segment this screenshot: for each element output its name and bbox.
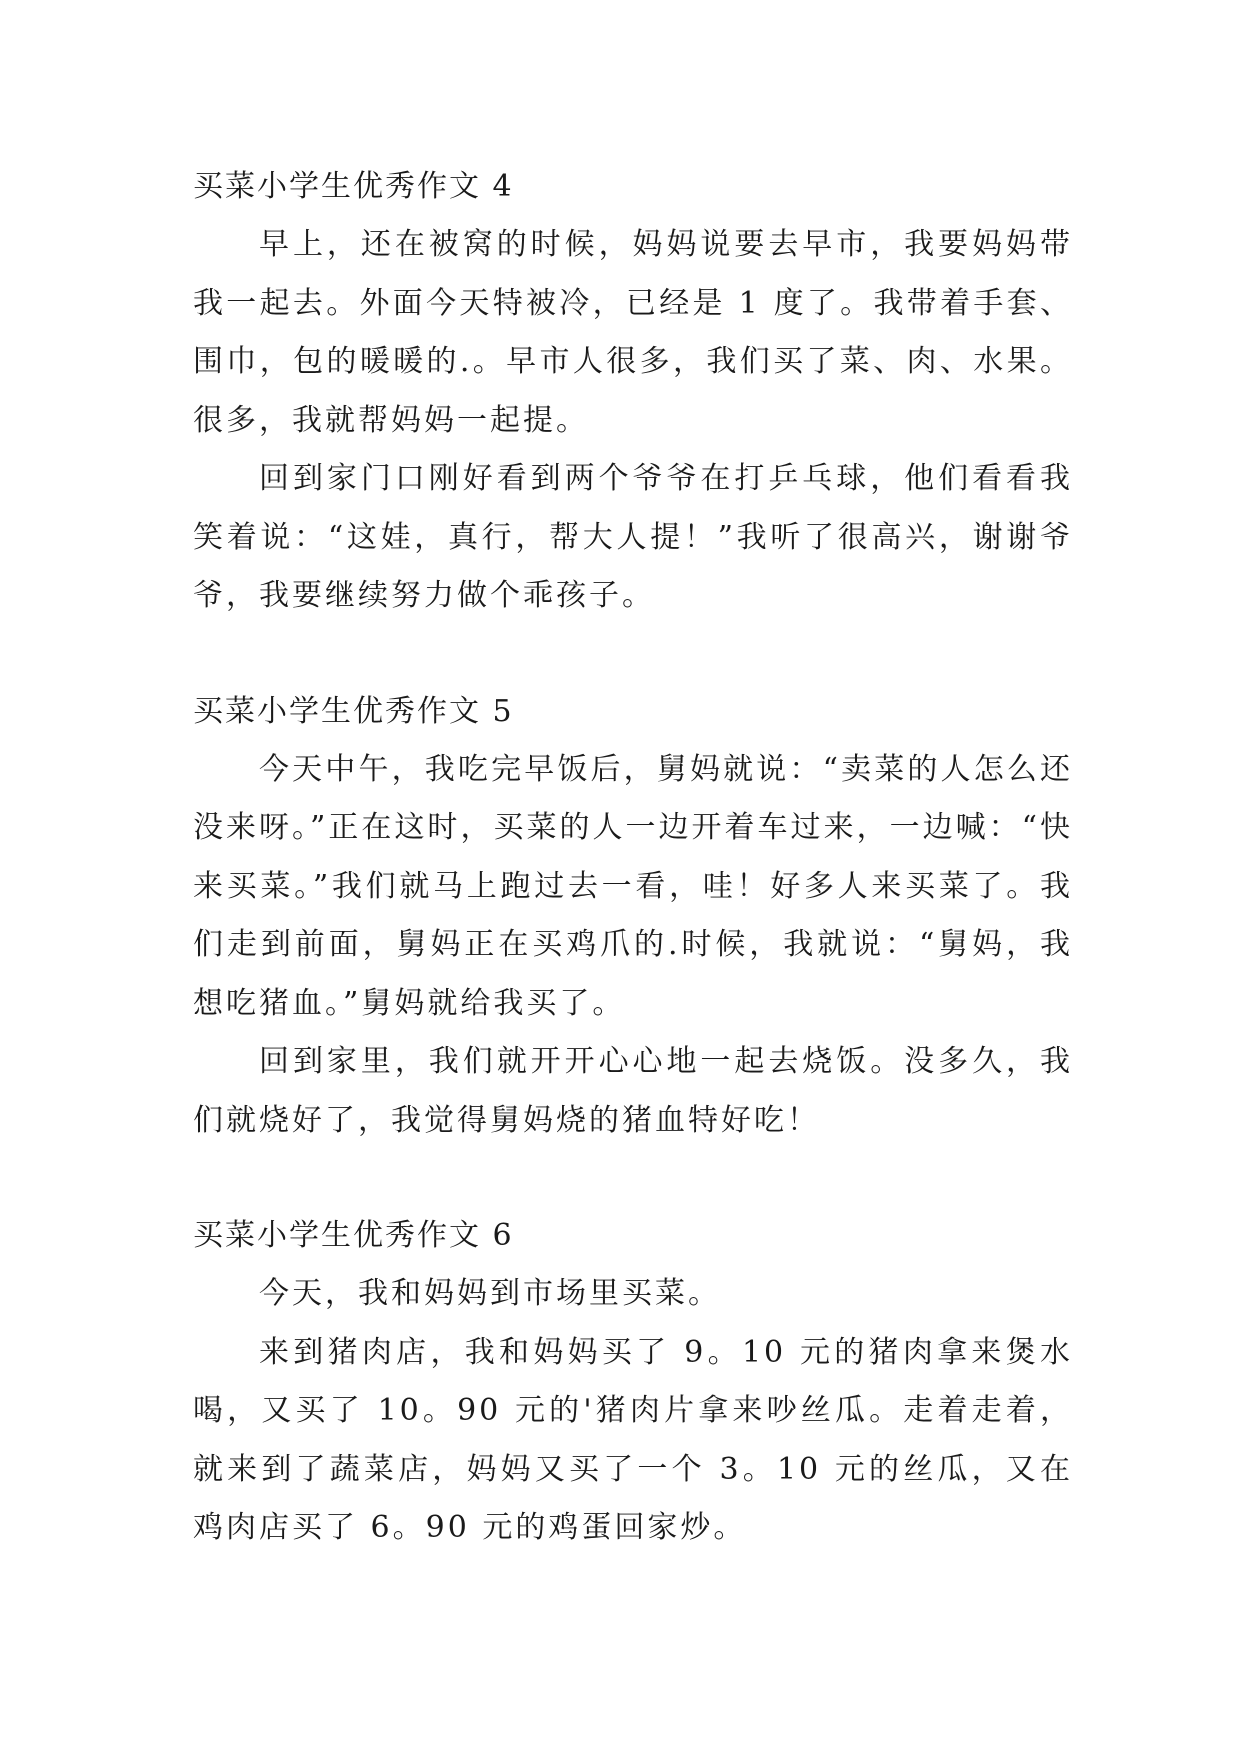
essay-paragraph: 早上，还在被窝的时候，妈妈说要去早市，我要妈妈带我一起去。外面今天特被冷，已经是 1 度了。我带着手套、围巾，包的暖暖的.。早市人很多，我们买了菜、肉、水果。很多，我就帮妈妈一起提。: [193, 227, 1073, 438]
essay-paragraph: 今天中午，我吃完早饭后，舅妈就说：“卖菜的人怎么还没来呀。”正在这时，买菜的人一边开着车过来，一边喊：“快来买菜。”我们就马上跑过去一看，哇！好多人来买菜了。我们走到前面，舅妈正在买鸡爪的.时候，我就说：“舅妈，我想吃猪血。”舅妈就给我买了。: [193, 751, 1073, 1021]
essay-paragraph: 回到家门口刚好看到两个爷爷在打乒乓球，他们看看我笑着说：“这娃，真行，帮大人提！”我听了很高兴，谢谢爷爷，我要继续努力做个乖孩子。: [193, 461, 1073, 613]
essay-heading: 买菜小学生优秀作文 5: [193, 693, 514, 729]
essay-section-5: [193, 683, 1073, 1151]
essay-section-4: [193, 158, 1073, 626]
essay-paragraph: 今天，我和妈妈到市场里买菜。: [259, 1276, 721, 1311]
essay-paragraph: 回到家里，我们就开开心心地一起去烧饭。没多久，我们就烧好了，我觉得舅妈烧的猪血特好吃！: [193, 1044, 1073, 1138]
essay-heading: 买菜小学生优秀作文 6: [193, 1218, 514, 1253]
essay-paragraph: 来到猪肉店，我和妈妈买了 9。10 元的猪肉拿来煲水喝，又买了 10。90 元的'猪肉片拿来吵丝瓜。走着走着，就来到了蔬菜店，妈妈又买了一个 3。10 元的丝瓜，又在鸡肉店买了 6。90 元的鸡蛋回家炒。: [193, 1334, 1073, 1545]
essay-section-6: [193, 1207, 1073, 1558]
essay-heading: 买菜小学生优秀作文 4: [193, 169, 514, 204]
document-body: [193, 158, 1073, 1558]
